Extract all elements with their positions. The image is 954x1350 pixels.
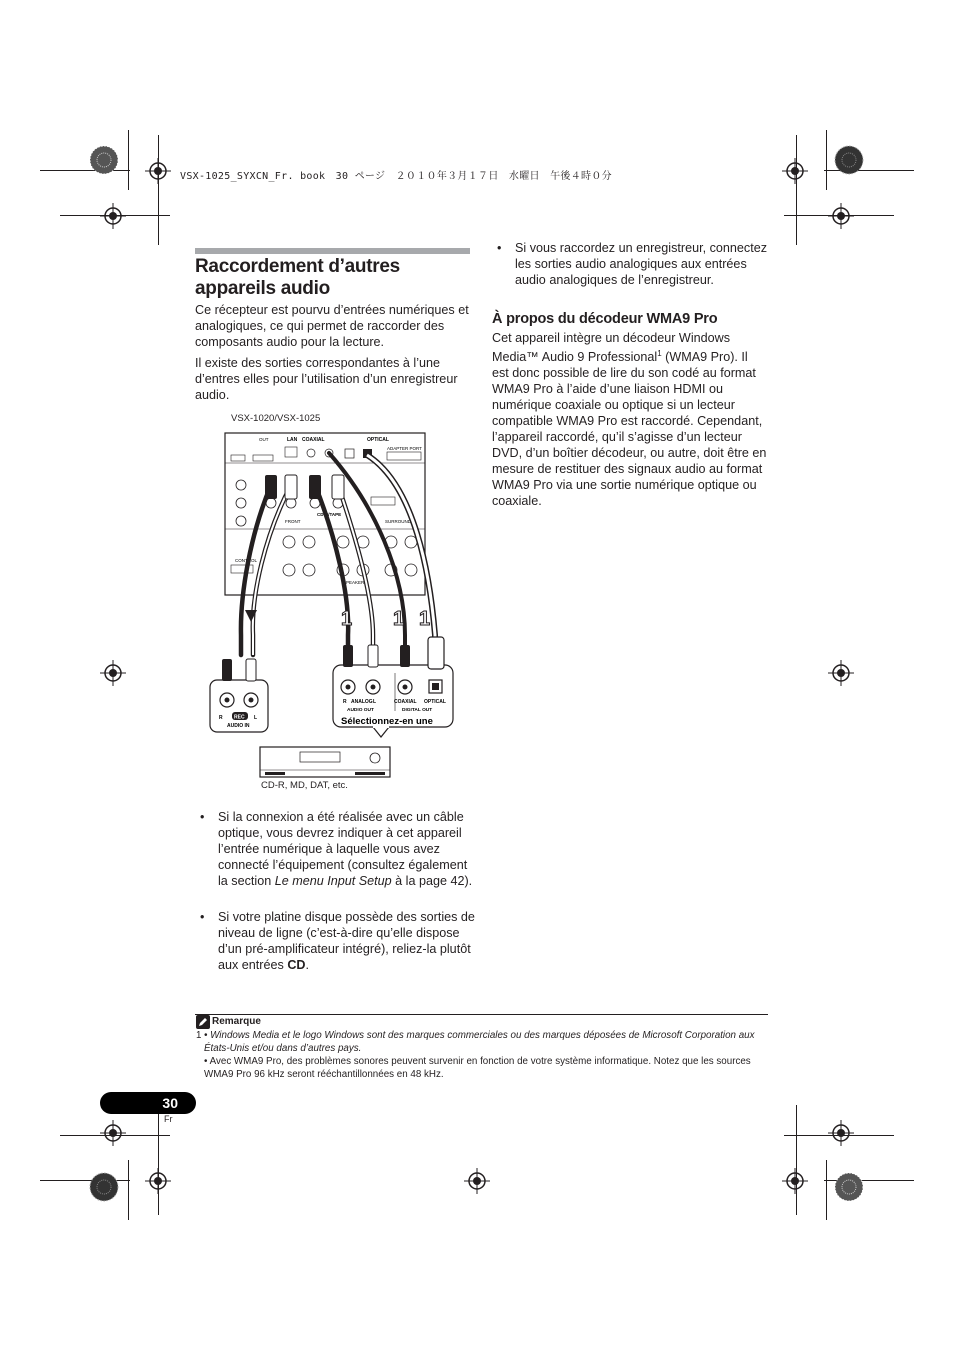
title-line-2: appareils audio (195, 278, 330, 299)
note-item-1: • Windows Media et le logo Windows sont des marques commerciales ou des marques déposées de Microsoft Corporation aux États-Unis et/ou dans d’autres pays. (204, 1030, 755, 1054)
crop-line (158, 135, 159, 245)
bullet-text-end: à la page 42). (391, 874, 473, 888)
crop-line (128, 1160, 129, 1220)
rec-badge: REC (234, 714, 245, 721)
marker-number: 1 (419, 608, 431, 630)
registration-mark-icon (828, 660, 854, 686)
marker-number: 1 (341, 608, 353, 630)
bullet-text-end: . (305, 958, 310, 972)
player-l: L (373, 699, 377, 705)
crop-line (128, 130, 129, 190)
panel-optical-label: OPTICAL (367, 437, 389, 443)
language-code: Fr (164, 1114, 173, 1124)
note-title: Remarque (212, 1016, 261, 1027)
note-rule (195, 1014, 768, 1015)
registration-mark-icon (828, 203, 854, 229)
bullet-text: Si la connexion a été réalisée avec un câble optique, vous devrez indiquer à cet appareil l’entrée numérique à laquelle vous avez connecté l’équipement (consultez également la section (218, 810, 468, 888)
registration-mark-icon (100, 1120, 126, 1146)
panel-lan-label: LAN (287, 437, 298, 443)
registration-mark-icon (145, 1168, 171, 1194)
panel-speakers-label: SPEAKERS (343, 580, 368, 585)
crop-line (158, 1105, 159, 1215)
registration-mark-icon (464, 1168, 490, 1194)
bullet-italic-ref: Le menu Input Setup (274, 874, 392, 888)
starburst-target-icon (834, 145, 864, 175)
panel-surround-label: SURROUND (385, 519, 412, 524)
starburst-target-icon (89, 145, 119, 175)
model-label: VSX-1020/VSX-1025 (231, 413, 321, 424)
list-item (493, 240, 775, 288)
note-item-2: • Avec WMA9 Pro, des problèmes sonores peuvent survenir en fonction de votre système informatique. Notez que les sources WMA9 Pro 96 kHz seront rééchantillonnées en 48 kHz. (204, 1056, 751, 1080)
list-item (196, 809, 478, 889)
starburst-target-icon (834, 1172, 864, 1202)
bullet-bold-ref: CD (287, 958, 306, 972)
panel-coaxial-label: COAXIAL (302, 437, 325, 443)
bullet-text: Si vous raccordez un enregistreur, connectez les sorties audio analogiques aux entrées audio analogiques de l’enregistreur. (515, 241, 768, 287)
file-header-line: VSX-1025_SYXCN_Fr. book 30 ページ ２０１０年３月１７日 水曜日 午後４時０分 (180, 171, 612, 182)
title-line-1: Raccordement d’autres (195, 256, 400, 277)
wma9-text: Cet appareil intègre un décodeur Windows Media™ Audio 9 Professional (492, 331, 731, 365)
panel-cdr-label: CD-R/TAPE (317, 512, 342, 517)
analog-label: ANALOG (351, 699, 373, 705)
connection-diagram (205, 425, 470, 780)
section-bar (195, 248, 470, 254)
page-number: 30 (100, 1092, 196, 1114)
marker-number: 1 (393, 608, 405, 630)
audio-out-label: AUDIO OUT (347, 708, 374, 713)
recorder-paragraph: Il existe des sorties correspondantes à l’une d’entres elles pour l’utilisation d’un enregistreur audio. (195, 356, 458, 402)
panel-front-label: FRONT (285, 519, 301, 524)
digital-out-label: DIGITAL OUT (402, 708, 433, 713)
player-r: R (343, 699, 347, 705)
registration-mark-icon (828, 1120, 854, 1146)
registration-mark-icon (145, 158, 171, 184)
crop-line (826, 130, 827, 190)
registration-mark-icon (782, 158, 808, 184)
registration-mark-icon (100, 660, 126, 686)
audio-in-l: L (254, 715, 258, 721)
panel-adapter-label: ADAPTER PORT (387, 446, 422, 451)
bullet-text: Si votre platine disque possède des sorties de niveau de ligne (c’est-à-dire qu’elle dispose d’un pré-amplificateur intégré), reliez-la plutôt aux entrées (218, 910, 475, 972)
note-pencil-icon (196, 1015, 210, 1029)
page-title (195, 256, 470, 300)
panel-out-label: OUT (259, 437, 269, 442)
audio-in-label: AUDIO IN (227, 723, 250, 729)
footnote-ref: 1 (657, 349, 662, 358)
optical-label: OPTICAL (424, 699, 446, 705)
list-item (196, 909, 478, 973)
bullet-icon: • (200, 810, 205, 824)
crop-line (796, 1105, 797, 1215)
intro-paragraph: Ce récepteur est pourvu d’entrées numériques et analogiques, ce qui permet de raccorder des composants audio pour la lecture. (195, 303, 469, 349)
wma9-text-rest: (WMA9 Pro). Il est donc possible de lire du son codé au format WMA9 Pro à l’aide d’une liaison HDMI ou numérique coaxiale ou optique si un lecteur compatible WMA9 Pro est raccordé. Cependant, l’appareil raccordé, qu’il s’agisse d’un lecteur DVD, d’un boîtier décodeur, ou autre, doit être en mesure de restituer des signaux audio au format WMA9 Pro via une sortie numérique optique ou coaxiale. (492, 350, 767, 509)
crop-line (826, 1160, 827, 1220)
footnote-number: 1 (196, 1030, 202, 1041)
registration-mark-icon (782, 1168, 808, 1194)
select-one-label: Sélectionnez-en une (341, 716, 433, 727)
wma9-paragraph (492, 330, 768, 509)
coaxial-label: COAXIAL (394, 699, 417, 705)
bullet-icon: • (497, 241, 502, 255)
starburst-target-icon (89, 1172, 119, 1202)
recorder-label: CD-R, MD, DAT, etc. (261, 780, 348, 791)
registration-mark-icon (100, 203, 126, 229)
panel-control-label: CONTROL (235, 558, 258, 563)
crop-line (796, 135, 797, 245)
audio-in-r: R (219, 715, 223, 721)
bullet-icon: • (200, 910, 205, 924)
section-subtitle: À propos du décodeur WMA9 Pro (492, 311, 718, 327)
